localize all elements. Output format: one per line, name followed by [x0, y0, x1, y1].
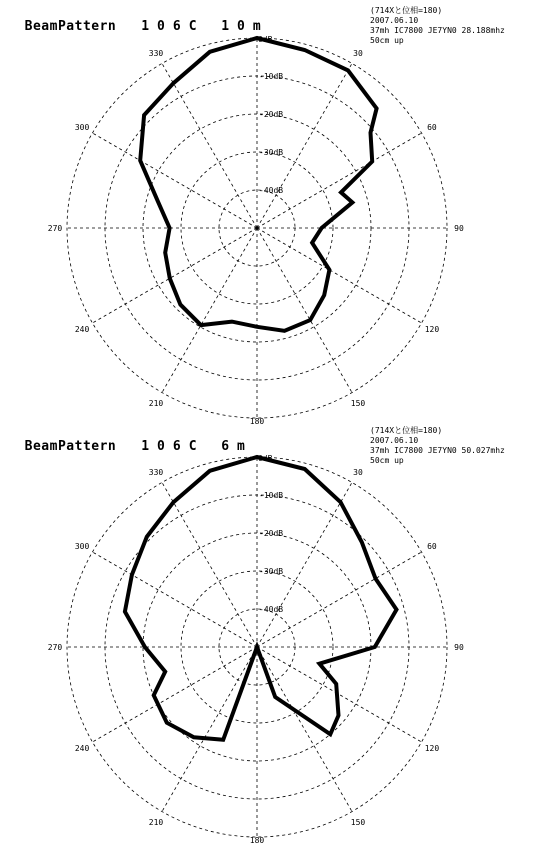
angle-label: 210	[148, 398, 164, 408]
chart-2-polar-plot	[0, 419, 542, 843]
chart-1-extra: 50cm up	[370, 36, 404, 45]
radial-label: -30dB	[259, 567, 284, 576]
radial-label: -20dB	[259, 529, 284, 538]
chart-1-polar-plot	[0, 0, 542, 424]
chart-1-note: (714Xと位相=180)	[370, 6, 443, 15]
chart-2-title-model: 106C	[141, 439, 205, 454]
grid-spoke	[257, 647, 352, 812]
angle-label: 330	[148, 49, 164, 59]
angle-label: 0dB	[258, 454, 273, 463]
grid-spoke	[92, 133, 257, 228]
angle-label: 240	[74, 744, 90, 753]
angle-label: 210	[148, 817, 164, 827]
grid-spoke	[162, 482, 257, 647]
chart-2-date: 2007.06.10	[370, 436, 419, 445]
radial-label: -30dB	[259, 148, 284, 157]
angle-label: 0dB	[258, 35, 273, 44]
angle-label: 150	[350, 817, 366, 827]
angle-label: 300	[74, 542, 90, 551]
chart-1-title-model: 106C	[141, 19, 205, 34]
angle-label: 300	[74, 123, 90, 132]
chart-1-setup: 37mh IC7800 JE7YN0 28.188mhz	[370, 26, 505, 35]
chart-2-title-band: 6m	[221, 439, 253, 454]
angle-label: 150	[350, 398, 366, 408]
grid-spoke	[257, 228, 422, 323]
angle-label: 180	[249, 836, 265, 845]
grid-spoke	[92, 552, 257, 647]
chart-2-extra: 50cm up	[370, 456, 404, 465]
angle-label: 30	[353, 468, 363, 478]
angle-label: 90	[454, 643, 464, 652]
chart-2-setup: 37mh IC7800 JE7YN0 50.027mhz	[370, 446, 505, 455]
angle-label: 90	[454, 224, 464, 233]
angle-label: 240	[74, 325, 90, 334]
chart-2-title-main: BeamPattern	[24, 439, 117, 454]
chart-1-title-band: 10m	[221, 19, 269, 34]
chart-1-title-main: BeamPattern	[24, 19, 117, 34]
radial-label: -40dB	[259, 186, 284, 195]
grid-spoke	[257, 228, 352, 393]
radial-label: -10dB	[259, 491, 284, 500]
grid-spoke	[92, 228, 257, 323]
angle-label: 30	[353, 49, 363, 59]
angle-label: 330	[148, 468, 164, 478]
angle-label: 180	[249, 417, 265, 426]
grid-spoke	[162, 63, 257, 228]
grid-spoke	[257, 647, 422, 742]
angle-label: 120	[424, 744, 440, 753]
angle-label: 120	[424, 325, 440, 334]
angle-label: 270	[47, 643, 63, 652]
angle-label: 270	[47, 224, 63, 233]
chart-2-note: (714Xと位相=180)	[370, 426, 443, 435]
radial-label: -10dB	[259, 72, 284, 81]
chart-1-date: 2007.06.10	[370, 16, 419, 25]
radial-label: -40dB	[259, 605, 284, 614]
radial-label: -20dB	[259, 110, 284, 119]
grid-spoke	[257, 63, 352, 228]
grid-spoke	[257, 482, 352, 647]
angle-label: 60	[427, 542, 437, 551]
angle-label: 60	[427, 123, 437, 132]
grid-spoke	[162, 228, 257, 393]
